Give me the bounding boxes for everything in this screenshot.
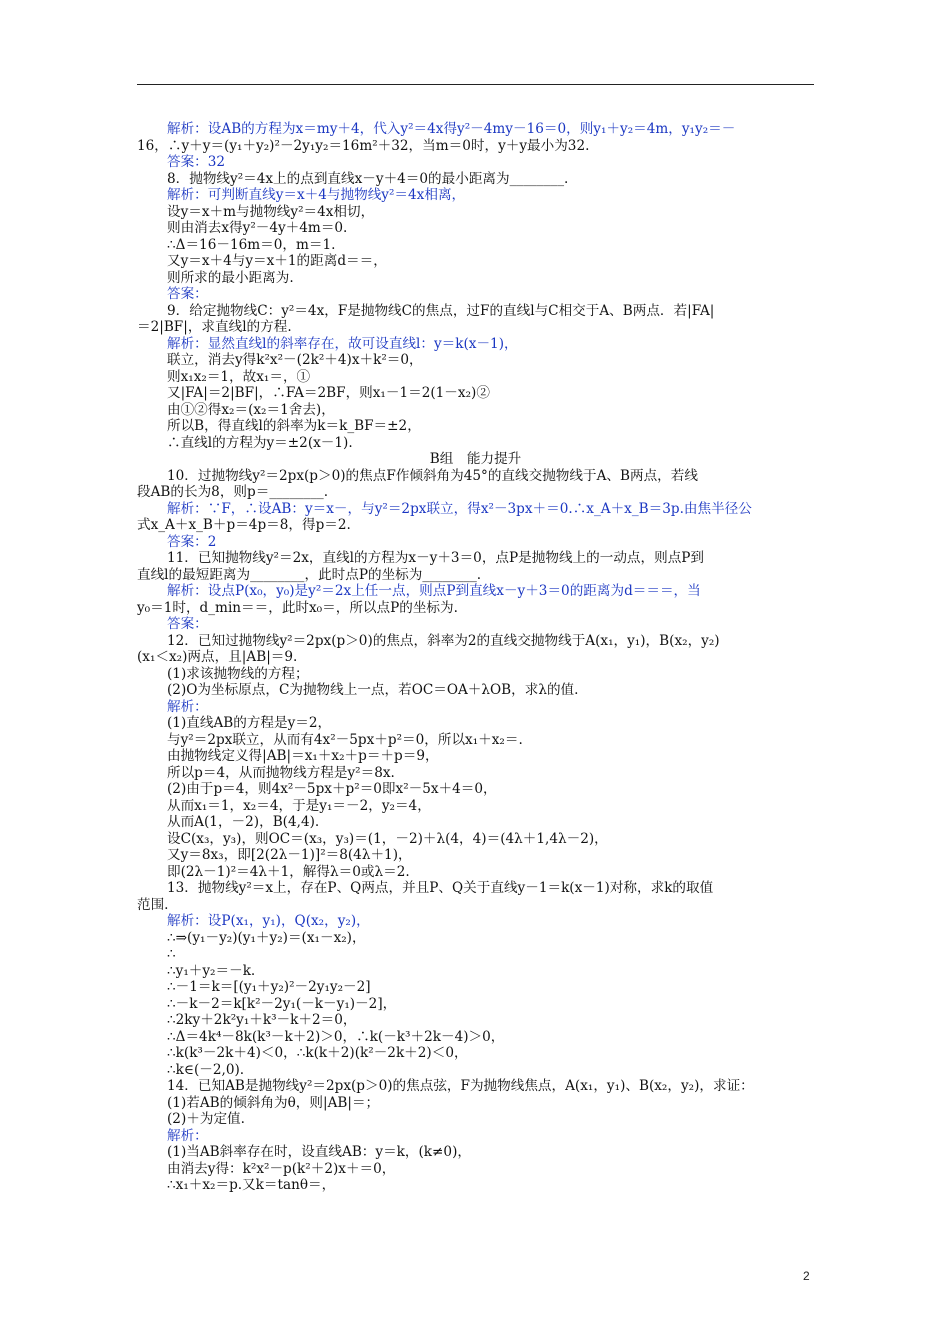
text-line: 从而A(1，－2)，B(4,4). [167,814,320,830]
text-line: 解析：显然直线l的斜率存在，故可设直线l：y＝k(x－1)， [167,335,518,352]
text-line: y₀＝1时，d_min＝＝，此时x₀＝，所以点P的坐标为. [137,599,458,616]
text-line: (x₁＜x₂)两点，且|AB|＝9. [137,649,298,665]
text-line: 由①②得x₂＝(x₂＝1舍去)， [167,401,335,418]
text-line: ∴2ky＋2k²y₁＋k³－k＋2＝0， [167,1012,357,1028]
text-line: 解析： [167,1127,208,1144]
text-line: ∴k∈(－2,0). [167,1061,245,1078]
text-line: (2)O为坐标原点，C为抛物线上一点，若OC＝OA＋λOB，求λ的值. [167,682,579,698]
text-line: 解析：可判断直线y＝x＋4与抛物线y²＝4x相离， [167,187,466,203]
text-line: 又y＝8x₃，即[2(2λ－1)]²＝8(4λ＋1)， [167,847,412,863]
text-line: 式x_A＋x_B＋p＝4p＝8，得p＝2. [137,517,351,533]
page-number: 2 [803,1269,810,1283]
text-line: 11．已知抛物线y²＝2x，直线l的方程为x－y＋3＝0，点P是抛物线上的一动点，则点P到 [167,550,705,566]
text-line: 解析：设点P(x₀，y₀)是y²＝2x上任一点，则点P到直线x－y＋3＝0的距离为d＝＝＝，当 [167,583,701,599]
text-line: 12．已知过抛物线y²＝2px(p＞0)的焦点，斜率为2的直线交抛物线于A(x₁，y₁)，B(x₂，y₂) [167,632,720,649]
text-line: 解析：设P(x₁，y₁)，Q(x₂，y₂)， [167,913,370,929]
text-line: 联立，消去y得k²x²－(2k²＋4)x＋k²＝0， [167,352,423,368]
text-line: (1)若AB的倾斜角为θ，则|AB|＝； [167,1094,380,1111]
text-line: ∴－1＝k＝[(y₁＋y₂)²－2y₁y₂－2] [167,979,371,995]
document-body [137,121,814,1194]
text-line: (2)由于p＝4，则4x²－5px＋p²＝0即x²－5x＋4＝0， [167,781,497,797]
text-line: 设y＝x＋m与抛物线y²＝4x相切， [167,203,375,220]
text-line: 解析：设AB的方程为x＝my＋4，代入y²＝4x得y²－4my－16＝0，则y₁＋y₂＝4m，y₁y₂＝－ [167,121,736,137]
text-line: ∴k(k³－2k＋4)＜0，∴k(k＋2)(k²－2k＋2)＜0， [167,1045,468,1061]
text-line: 解析：∵F，∴设AB：y＝x－，与y²＝2px联立，得x²－3px＋＝0.∴x_A＋x_B＝3p.由焦半径公 [167,500,752,517]
text-line: 即(2λ－1)²＝4λ＋1，解得λ＝0或λ＝2. [167,863,410,880]
text-line: 16，∴y＋y＝(y₁＋y₂)²－2y₁y₂＝16m²＋32，当m＝0时，y＋y最小为32. [137,137,590,154]
text-line: 范围. [137,896,169,913]
text-line: 从而x₁＝1，x₂＝4，于是y₁＝－2，y₂＝4， [167,797,431,814]
text-line: 13．抛物线y²＝x上，存在P、Q两点，并且P、Q关于直线y－1＝k(x－1)对称，求k的取值 [167,880,714,896]
text-line: ∴Δ＝4k⁴－8k(k³－k＋2)＞0，∴k(－k³＋2k－4)＞0， [167,1028,505,1045]
text-line: 则所求的最小距离为. [167,269,294,286]
text-line: 答案： [167,286,208,302]
text-line: ＝2|BF|，求直线l的方程. [137,319,292,335]
text-line: (1)直线AB的方程是y＝2， [167,715,332,731]
text-line: 又y＝x＋4与y＝x＋1的距离d＝＝， [167,253,387,269]
text-line: ∴⇒(y₁－y₂)(y₁＋y₂)＝(x₁－x₂)， [167,929,366,946]
text-line: (1)求该抛物线的方程； [167,665,309,682]
text-line: 由抛物线定义得|AB|＝x₁＋x₂＋p＝＋p＝9， [167,748,439,764]
text-line: 设C(x₃，y₃)，则OC＝(x₃，y₃)＝(1，－2)＋λ(4，4)＝(4λ＋1,4λ－2)， [167,830,608,847]
text-line: 14．已知AB是抛物线y²＝2px(p＞0)的焦点弦，F为抛物线焦点，A(x₁，y₁)、B(x₂，y₂)，求证： [167,1078,754,1094]
text-line: ∴ [167,946,176,962]
text-line: 与y²＝2px联立，从而有4x²－5px＋p²＝0，所以x₁＋x₂＝. [167,731,523,748]
text-line: 则由消去x得y²－4y＋4m＝0. [167,220,348,236]
text-line: (1)当AB斜率存在时，设直线AB：y＝k，(k≠0)， [167,1144,471,1160]
text-line: 则x₁x₂＝1，故x₁＝，① [167,368,311,385]
text-line: ∴直线l的方程为y＝±2(x－1). [167,434,353,451]
text-line: 所以p＝4，从而抛物线方程是y²＝8x. [167,764,395,781]
text-line: 答案：2 [167,533,217,550]
text-line: 解析： [167,698,208,715]
text-line: 答案： [167,616,208,632]
text-line: 段AB的长为8，则p＝________. [137,484,329,500]
header-rule [137,84,814,85]
text-line: ∴y₁＋y₂＝－k. [167,962,256,979]
text-line: ∴Δ＝16－16m＝0，m＝1. [167,236,336,253]
text-line: 由消去y得：k²x²－p(k²＋2)x＋＝0， [167,1160,396,1177]
text-line: (2)＋为定值. [167,1111,245,1127]
text-line: ∴－k－2＝k[k²－2y₁(－k－y₁)－2]， [167,995,397,1012]
text-line: 所以B，得直线l的斜率为k＝k_BF＝±2， [167,418,421,434]
text-line: B组 能力提升 [429,451,522,467]
text-line: ∴x₁＋x₂＝p.又k＝tanθ＝， [167,1177,336,1193]
text-line: 答案：32 [167,154,226,170]
text-line: 9．给定抛物线C：y²＝4x，F是抛物线C的焦点，过F的直线l与C相交于A、B两点．若|FA| [167,302,715,319]
text-line: 直线l的最短距离为________，此时点P的坐标为________. [137,566,482,583]
text-line: 10．过抛物线y²＝2px(p＞0)的焦点F作倾斜角为45°的直线交抛物线于A、B两点，若线 [167,467,698,484]
text-line: 又|FA|＝2|BF|，∴FA＝2BF，则x₁－1＝2(1－x₂)② [167,385,490,401]
text-line: 8．抛物线y²＝4x上的点到直线x－y＋4＝0的最小距离为________. [167,170,569,187]
